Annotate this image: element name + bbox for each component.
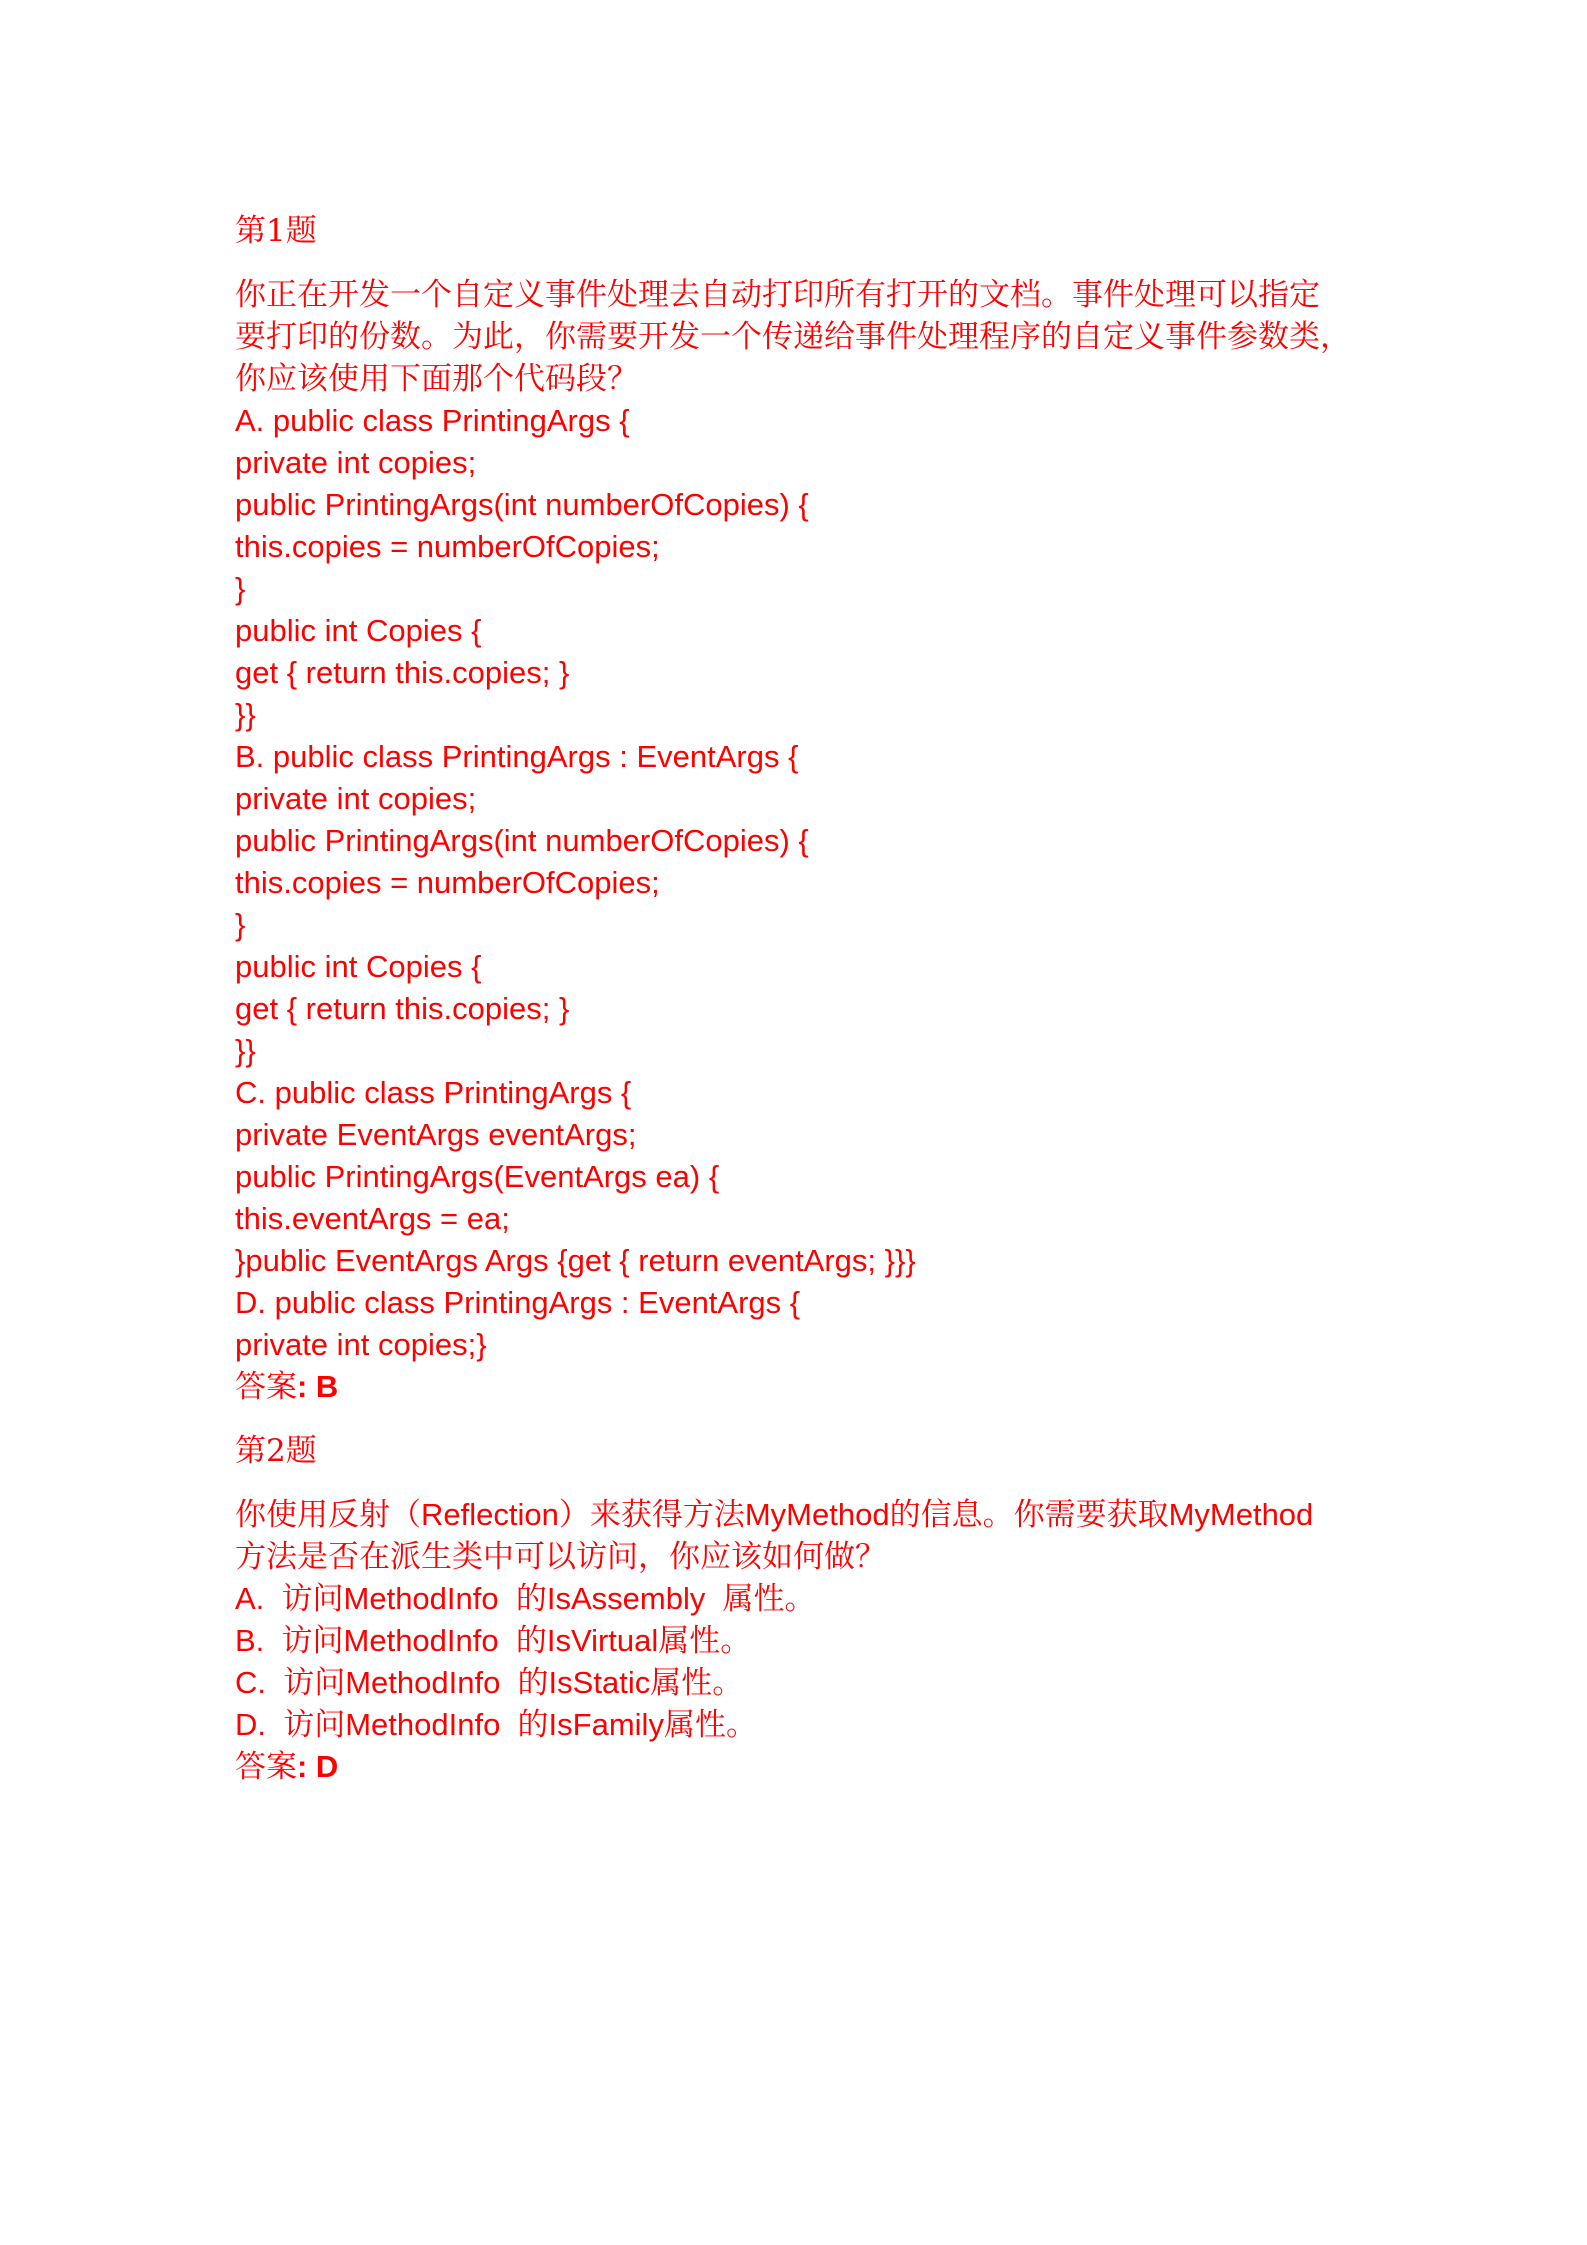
answer-value: : B (297, 1369, 339, 1404)
answer-line (235, 1746, 1365, 1788)
question-prompt: 你使用反射（Reflection）来获得方法MyMethod的信息。你需要获取MyMethod 方法是否在派生类中可以访问，你应该如何做？ (235, 1497, 1314, 1574)
option-line: }public EventArgs Args {get { return eventArgs; }}} (235, 1243, 916, 1278)
option-line: C. 访问MethodInfo 的IsStatic属性。 (235, 1665, 744, 1700)
question-heading: 第2题 (235, 1433, 317, 1469)
answer-line (235, 1366, 1365, 1408)
option-line: this.copies = numberOfCopies; (235, 865, 660, 900)
option-line: this.eventArgs = ea; (235, 1201, 510, 1236)
option-line: public PrintingArgs(int numberOfCopies) { (235, 487, 809, 522)
option-line: D. 访问MethodInfo 的IsFamily属性。 (235, 1707, 757, 1742)
option-line: A. 访问MethodInfo 的IsAssembly 属性。 (235, 1581, 816, 1616)
option-line: B. 访问MethodInfo 的IsVirtual属性。 (235, 1623, 752, 1658)
option-line: }} (235, 697, 256, 732)
option-line: }} (235, 1033, 256, 1068)
option-line: } (235, 571, 246, 606)
option-line: private EventArgs eventArgs; (235, 1117, 637, 1152)
option-line: get { return this.copies; } (235, 991, 570, 1026)
option-line: } (235, 907, 246, 942)
answer-value: : D (297, 1749, 339, 1784)
question-heading: 第1题 (235, 213, 317, 249)
answer-label: 答案 (235, 1749, 297, 1785)
option-line: public PrintingArgs(EventArgs ea) { (235, 1159, 720, 1194)
option-line: B. public class PrintingArgs : EventArgs { (235, 739, 799, 774)
answer-label: 答案 (235, 1369, 297, 1405)
option-line: D. public class PrintingArgs : EventArgs { (235, 1285, 801, 1320)
option-line: public int Copies { (235, 949, 482, 984)
option-line: private int copies; (235, 445, 477, 480)
question-1 (235, 210, 1365, 1408)
option-line: private int copies;} (235, 1327, 487, 1362)
question-2 (235, 1430, 1365, 1788)
option-line: public PrintingArgs(int numberOfCopies) { (235, 823, 809, 858)
option-line: public int Copies { (235, 613, 482, 648)
option-line: this.copies = numberOfCopies; (235, 529, 660, 564)
option-line: A. public class PrintingArgs { (235, 403, 630, 438)
document-page (235, 210, 1365, 1810)
question-prompt: 你正在开发一个自定义事件处理去自动打印所有打开的文档。事件处理可以指定 要打印的份数。为此，你需要开发一个传递给事件处理程序的自定义事件参数类， 你应该使用下面那个代码段？ (235, 277, 1351, 397)
option-line: get { return this.copies; } (235, 655, 570, 690)
option-line: C. public class PrintingArgs { (235, 1075, 632, 1110)
option-line: private int copies; (235, 781, 477, 816)
